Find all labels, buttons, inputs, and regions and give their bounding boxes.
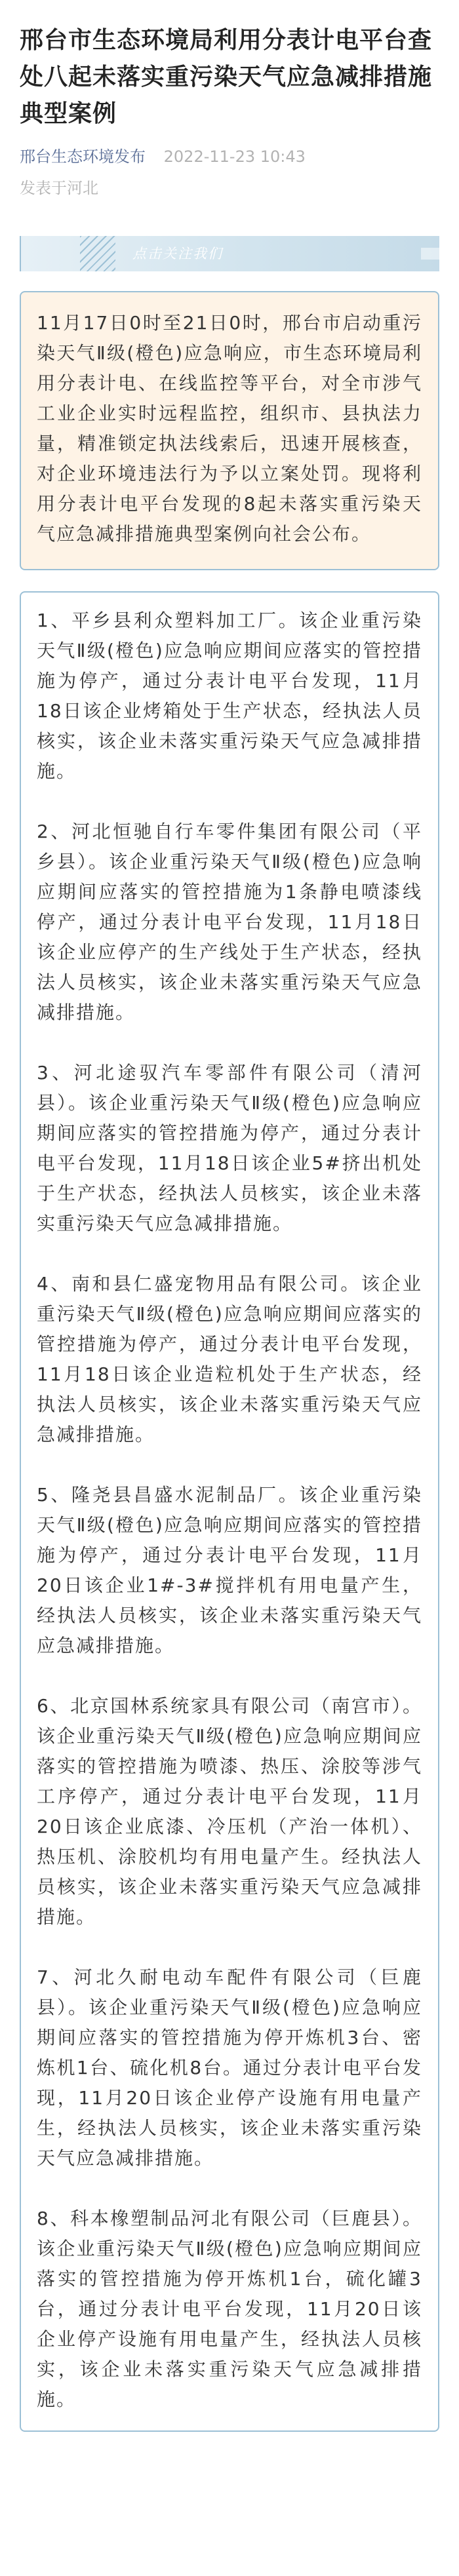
- case-item: 5、隆尧县昌盛水泥制品厂。该企业重污染天气Ⅱ级(橙色)应急响应期间应落实的管控措施为停产，通过分表计电平台发现，11月20日该企业1#-3#搅拌机有用电量产生，经执法人员核实，该企业未落实重污染天气应急减排措施。: [37, 1484, 422, 1656]
- case-item: 1、平乡县利众塑料加工厂。该企业重污染天气Ⅱ级(橙色)应急响应期间应落实的管控措施为停产，通过分表计电平台发现，11月18日该企业烤箱处于生产状态，经执法人员核实，该企业未落实重污染天气应急减排措施。: [37, 610, 422, 782]
- publish-datetime: 2022-11-23 10:43: [163, 147, 306, 166]
- case-item: 6、北京国林系统家具有限公司（南宫市）。该企业重污染天气Ⅱ级(橙色)应急响应期间应落实的管控措施为喷漆、热压、涂胶等涉气工序停产，通过分表计电平台发现，11月20日该企业底漆、冷压机（产治一体机）、热压机、涂胶机均有用电量产生。经执法人员核实，该企业未落实重污染天气应急减排措施。: [37, 1695, 422, 1928]
- account-name-link[interactable]: 邢台生态环境发布: [20, 147, 146, 166]
- case-item: 8、科本橡塑制品河北有限公司（巨鹿县）。该企业重污染天气Ⅱ级(橙色)应急响应期间应落实的管控措施为停开炼机1台，硫化罐3台，通过分表计电平台发现，11月20日该企业停产设施有用电量产生，经执法人员核实，该企业未落实重污染天气应急减排措施。: [37, 2208, 422, 2410]
- follow-us-banner[interactable]: [20, 236, 439, 271]
- case-item: 2、河北恒驰自行车零件集团有限公司（平乡县）。该企业重污染天气Ⅱ级(橙色)应急响应期间应落实的管控措施为1条静电喷漆线停产，通过分表计电平台发现，11月18日该企业应停产的生产线处于生产状态，经执法人员核实，该企业未落实重污染天气应急减排措施。: [37, 821, 422, 1023]
- intro-card: [20, 291, 439, 570]
- decorative-stripes: [80, 236, 115, 271]
- follow-us-label: 点击关注我们: [132, 246, 223, 262]
- publish-location: 发表于河北: [20, 179, 98, 197]
- case-item: 3、河北途驭汽车零部件有限公司（清河县）。该企业重污染天气Ⅱ级(橙色)应急响应期间应落实的管控措施为停产，通过分表计电平台发现，11月18日该企业5#挤出机处于生产状态，经执法人员核实，该企业未落实重污染天气应急减排措施。: [37, 1062, 422, 1234]
- case-item: 7、河北久耐电动车配件有限公司（巨鹿县）。该企业重污染天气Ⅱ级(橙色)应急响应期间应落实的管控措施为停开炼机3台、密炼机1台、硫化机8台。通过分表计电平台发现，11月20日该企业停产设施有用电量产生，经执法人员核实，该企业未落实重污染天气应急减排措施。: [37, 1966, 422, 2169]
- decorative-corner: [421, 248, 439, 260]
- intro-paragraph: 11月17日0时至21日0时，邢台市启动重污染天气Ⅱ级(橙色)应急响应，市生态环境局利用分表计电、在线监控等平台，对全市涉气工业企业实时远程监控，组织市、县执法力量，精准锁定执法线索后，迅速开展核查，对企业环境违法行为予以立案处罚。现将利用分表计电平台发现的8起未落实重污染天气应急减排措施典型案例向社会公布。: [37, 312, 422, 545]
- article-title: 邢台市生态环境局利用分表计电平台查处八起未落实重污染天气应急减排措施典型案例: [20, 27, 433, 127]
- case-item: 4、南和县仁盛宠物用品有限公司。该企业重污染天气Ⅱ级(橙色)应急响应期间应落实的管控措施为停产，通过分表计电平台发现，11月18日该企业造粒机处于生产状态，经执法人员核实，该企业未落实重污染天气应急减排措施。: [37, 1273, 422, 1445]
- article-meta: [20, 146, 439, 168]
- cases-card: [20, 591, 439, 2432]
